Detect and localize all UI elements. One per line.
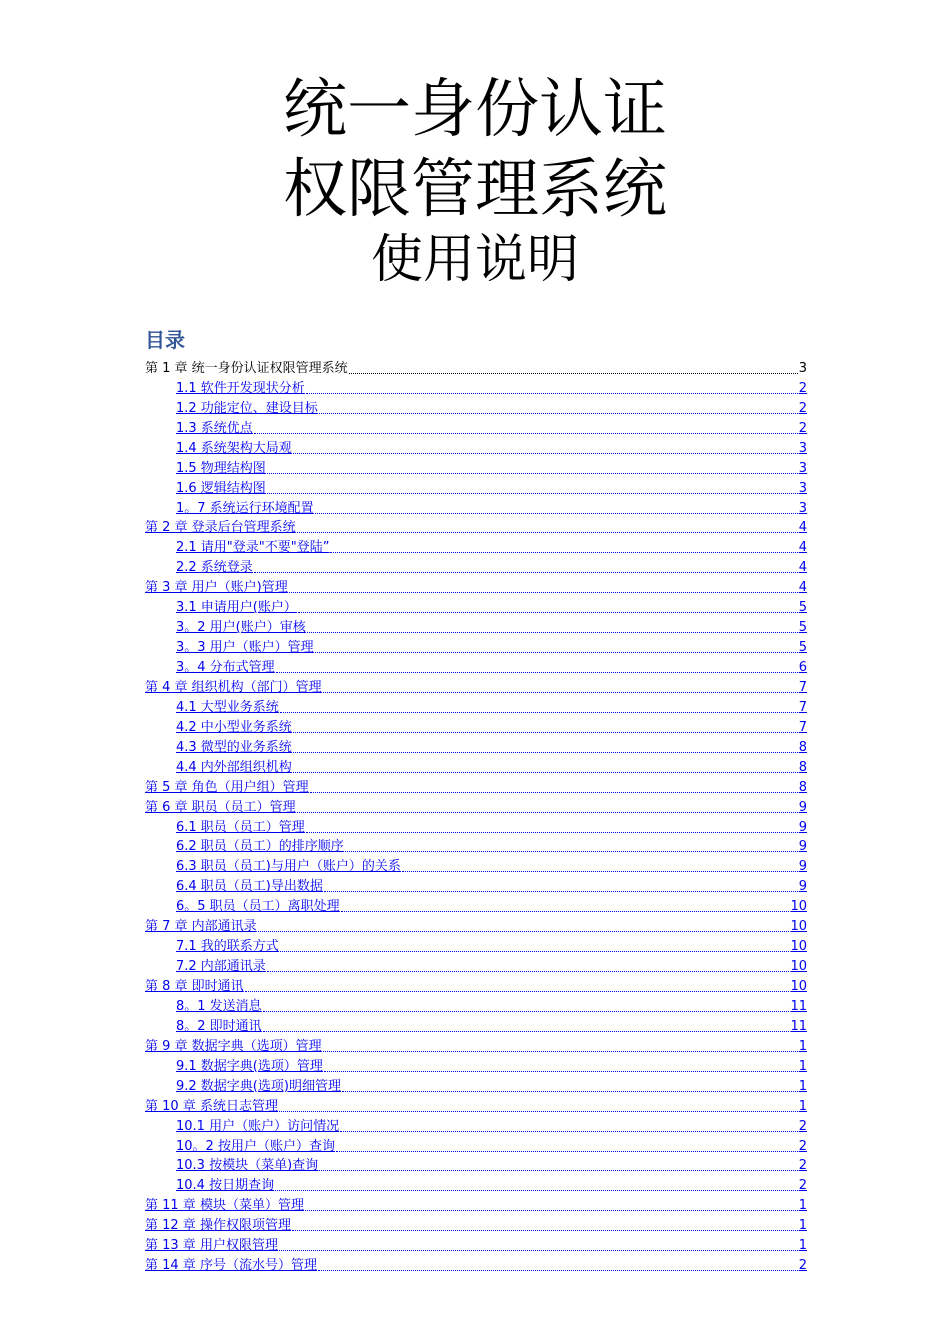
toc-entry[interactable] <box>145 477 807 497</box>
toc-entry-page-number: 5 <box>798 620 807 636</box>
toc-dot-leader <box>263 1031 790 1032</box>
toc-entry-page-number: 2 <box>798 1178 807 1194</box>
toc-entry-label: 10.4 按日期查询 <box>176 1178 275 1194</box>
toc-entry-label: 6。5 职员（员工）离职处理 <box>176 899 340 915</box>
toc-entry[interactable] <box>145 576 807 596</box>
toc-dot-leader <box>275 1190 798 1191</box>
toc-entry-label: 10.1 用户（账户）访问情况 <box>176 1118 340 1134</box>
toc-dot-leader <box>279 1250 798 1251</box>
toc-entry-page-number: 4 <box>798 580 807 596</box>
toc-entry-page-number: 2 <box>798 1118 807 1134</box>
toc-dot-leader <box>310 792 798 793</box>
toc-entry-page-number: 10 <box>790 979 807 994</box>
toc-entry[interactable] <box>145 457 807 477</box>
toc-dot-leader <box>306 832 798 833</box>
toc-entry-page-number: 7 <box>798 699 807 715</box>
toc-entry <box>145 357 807 377</box>
title-line-3: 使用说明 <box>370 230 579 290</box>
toc-entry[interactable] <box>145 1214 807 1234</box>
toc-entry-page-number: 2 <box>798 1158 807 1174</box>
toc-entry-label: 4.3 微型的业务系统 <box>176 739 292 755</box>
toc-entry[interactable] <box>145 855 807 875</box>
toc-entry-page-number: 1 <box>798 1078 807 1094</box>
toc-entry[interactable] <box>145 417 807 437</box>
toc-entry-page-number: 2 <box>798 1258 807 1274</box>
toc-entry-page-number: 3 <box>798 500 807 516</box>
toc-dot-leader <box>293 453 798 454</box>
toc-entry-label: 第 11 章 模块（菜单）管理 <box>145 1198 304 1214</box>
toc-entry-label: 1.1 软件开发现状分析 <box>176 380 305 396</box>
toc-entry-label: 3。4 分布式管理 <box>176 660 275 675</box>
title-line-1: 统一身份认证 <box>283 73 667 147</box>
toc-dot-leader <box>293 732 798 733</box>
toc-entry[interactable] <box>145 397 807 417</box>
toc-dot-leader <box>318 1270 798 1271</box>
toc-entry[interactable] <box>145 536 807 556</box>
toc-entry-page-number: 2 <box>798 380 807 396</box>
toc-entry-label: 9.2 数据字典(选项)明细管理 <box>176 1078 341 1094</box>
toc-entry[interactable] <box>145 1015 807 1035</box>
toc-entry[interactable] <box>145 556 807 576</box>
toc-dot-leader <box>276 672 798 673</box>
toc-entry[interactable] <box>145 756 807 776</box>
toc-entry[interactable] <box>145 716 807 736</box>
toc-dot-leader <box>402 871 798 872</box>
toc-entry-page-number: 1 <box>798 1098 807 1114</box>
toc-entry-page-number: 3 <box>798 480 807 496</box>
toc-dot-leader <box>336 1151 798 1152</box>
toc-entry-page-number: 9 <box>798 839 807 855</box>
toc-entry[interactable] <box>145 816 807 836</box>
toc-entry-page-number: 9 <box>798 859 807 875</box>
toc-dot-leader <box>254 433 798 434</box>
toc-entry-label: 第 9 章 数据字典（选项）管理 <box>145 1038 322 1054</box>
toc-dot-leader <box>267 493 798 494</box>
toc-entry[interactable] <box>145 1254 807 1274</box>
toc-dot-leader <box>297 532 798 533</box>
toc-entry-label: 1.2 功能定位、建设目标 <box>176 400 318 416</box>
toc-entry-page-number: 9 <box>798 879 807 895</box>
toc-dot-leader <box>305 1210 798 1211</box>
toc-dot-leader <box>292 1230 798 1231</box>
toc-entry[interactable] <box>145 517 807 537</box>
toc-entry-label: 1.3 系统优点 <box>176 420 253 436</box>
toc-entry[interactable] <box>145 836 807 856</box>
toc-entry[interactable] <box>145 1035 807 1055</box>
toc-entry-label: 1.5 物理结构图 <box>176 460 266 476</box>
toc-entry-page-number: 1 <box>798 1058 807 1074</box>
toc-entry-page-number: 7 <box>798 719 807 735</box>
toc-dot-leader <box>293 752 798 753</box>
table-of-contents <box>145 357 807 1274</box>
toc-entry[interactable] <box>145 1055 807 1075</box>
toc-entry-label: 第 12 章 操作权限项管理 <box>145 1218 291 1234</box>
toc-dot-leader <box>323 1051 798 1052</box>
toc-entry[interactable] <box>145 596 807 616</box>
toc-entry-label: 第 2 章 登录后台管理系统 <box>145 520 296 536</box>
toc-entry[interactable] <box>145 636 807 656</box>
toc-entry-page-number: 8 <box>798 759 807 775</box>
toc-entry[interactable] <box>145 497 807 517</box>
toc-dot-leader <box>323 692 798 693</box>
toc-entry-label: 第 10 章 系统日志管理 <box>145 1098 278 1114</box>
toc-entry-label: 10。2 按用户（账户）查询 <box>176 1138 335 1154</box>
toc-entry-label: 3。3 用户（账户）管理 <box>176 640 314 656</box>
toc-entry[interactable] <box>145 955 807 975</box>
toc-entry[interactable] <box>145 895 807 915</box>
toc-entry[interactable] <box>145 616 807 636</box>
toc-entry-label: 6.4 职员（员工)导出数据 <box>176 879 323 895</box>
toc-dot-leader <box>315 652 798 653</box>
toc-entry[interactable] <box>145 1095 807 1115</box>
toc-dot-leader <box>279 1111 798 1112</box>
toc-entry[interactable] <box>145 875 807 895</box>
document-title <box>0 73 950 294</box>
toc-dot-leader <box>263 1011 790 1012</box>
toc-entry-label: 第 3 章 用户（账户)管理 <box>145 580 288 596</box>
toc-entry-label: 2.2 系统登录 <box>176 560 253 576</box>
toc-entry[interactable] <box>145 1234 807 1254</box>
toc-entry-label: 1.6 逻辑结构图 <box>176 480 266 496</box>
toc-entry-label: 4.4 内外部组织机构 <box>176 759 292 775</box>
toc-entry-label: 7.1 我的联系方式 <box>176 939 279 955</box>
toc-entry-page-number: 2 <box>798 1138 807 1154</box>
toc-entry-page-number: 2 <box>798 420 807 436</box>
toc-entry-page-number: 3 <box>798 360 807 376</box>
toc-entry[interactable] <box>145 1135 807 1155</box>
toc-dot-leader <box>267 473 798 474</box>
toc-entry[interactable] <box>145 1075 807 1095</box>
toc-entry-label: 第 7 章 内部通讯录 <box>145 919 257 935</box>
toc-entry[interactable] <box>145 377 807 397</box>
toc-entry-page-number: 1 <box>798 1218 807 1234</box>
toc-dot-leader <box>349 373 798 374</box>
toc-entry-label: 1.4 系统架构大局观 <box>176 440 292 456</box>
toc-entry-page-number: 1 <box>798 1198 807 1214</box>
toc-entry-page-number: 2 <box>798 400 807 416</box>
toc-entry[interactable] <box>145 696 807 716</box>
toc-entry-page-number: 10 <box>790 939 807 955</box>
toc-entry-page-number: 4 <box>798 560 807 576</box>
toc-entry-label: 4.2 中小型业务系统 <box>176 719 292 735</box>
toc-entry-page-number: 10 <box>790 899 807 915</box>
toc-dot-leader <box>245 991 790 992</box>
toc-entry-label: 8。1 发送消息 <box>176 998 262 1014</box>
toc-entry-label: 2.1 请用"登录"不要"登陆” <box>176 540 330 556</box>
title-line-2: 权限管理系统 <box>283 153 667 227</box>
toc-dot-leader <box>267 971 790 972</box>
toc-entry-page-number: 11 <box>790 1018 807 1034</box>
toc-dot-leader <box>297 812 798 813</box>
toc-dot-leader <box>340 1131 798 1132</box>
toc-entry-label: 7.2 内部通讯录 <box>176 959 266 975</box>
toc-dot-leader <box>306 393 798 394</box>
toc-dot-leader <box>342 1091 798 1092</box>
toc-entry-page-number: 5 <box>798 600 807 616</box>
toc-entry[interactable] <box>145 915 807 935</box>
toc-dot-leader <box>289 592 798 593</box>
toc-entry-label: 第 13 章 用户权限管理 <box>145 1238 278 1254</box>
toc-dot-leader <box>254 572 798 573</box>
toc-dot-leader <box>298 612 798 613</box>
toc-entry-page-number: 3 <box>798 440 807 456</box>
toc-entry-page-number: 1 <box>798 1238 807 1254</box>
toc-entry-label: 6.3 职员（员工)与用户（账户）的关系 <box>176 859 401 875</box>
toc-entry[interactable] <box>145 995 807 1015</box>
toc-entry[interactable] <box>145 656 807 676</box>
toc-entry-page-number: 10 <box>790 919 807 935</box>
toc-entry-page-number: 8 <box>798 739 807 755</box>
toc-dot-leader <box>319 1170 798 1171</box>
toc-entry-label: 第 4 章 组织机构（部门）管理 <box>145 679 322 695</box>
toc-dot-leader <box>345 851 798 852</box>
toc-entry-label: 第 8 章 即时通讯 <box>145 979 244 994</box>
toc-entry-page-number: 11 <box>790 998 807 1014</box>
toc-entry-label: 1。7 系统运行环境配置 <box>176 500 314 516</box>
toc-entry-page-number: 10 <box>790 959 807 975</box>
toc-entry-label: 第 5 章 角色（用户组）管理 <box>145 779 309 795</box>
toc-dot-leader <box>330 552 797 553</box>
toc-entry-label: 8。2 即时通讯 <box>176 1018 262 1034</box>
toc-entry[interactable] <box>145 1155 807 1175</box>
toc-entry-label: 6.2 职员（员工）的排序顺序 <box>176 839 344 855</box>
toc-dot-leader <box>307 632 798 633</box>
toc-entry-label: 4.1 大型业务系统 <box>176 699 279 715</box>
toc-entry-label: 第 14 章 序号（流水号）管理 <box>145 1258 317 1274</box>
toc-entry-page-number: 8 <box>798 779 807 795</box>
toc-entry-page-number: 1 <box>798 1038 807 1054</box>
toc-entry-page-number: 5 <box>798 640 807 656</box>
toc-dot-leader <box>280 951 790 952</box>
toc-entry[interactable] <box>145 935 807 955</box>
toc-entry-label: 3.1 申请用户(账户） <box>176 600 297 616</box>
toc-entry[interactable] <box>145 1194 807 1214</box>
toc-entry-page-number: 4 <box>798 540 807 556</box>
toc-dot-leader <box>315 513 798 514</box>
toc-entry-page-number: 9 <box>798 819 807 835</box>
toc-entry-label: 3。2 用户(账户）审核 <box>176 620 306 636</box>
toc-entry-page-number: 4 <box>798 520 807 536</box>
toc-entry-label: 第 6 章 职员（员工）管理 <box>145 799 296 815</box>
toc-entry-page-number: 6 <box>798 660 807 675</box>
toc-entry[interactable] <box>145 736 807 756</box>
toc-dot-leader <box>293 772 798 773</box>
toc-entry-page-number: 9 <box>798 799 807 815</box>
toc-dot-leader <box>341 911 790 912</box>
toc-entry[interactable] <box>145 1115 807 1135</box>
toc-dot-leader <box>324 1071 798 1072</box>
toc-entry-label: 6.1 职员（员工）管理 <box>176 819 305 835</box>
toc-entry[interactable] <box>145 437 807 457</box>
toc-entry[interactable] <box>145 776 807 796</box>
toc-entry-page-number: 3 <box>798 460 807 476</box>
toc-entry-label: 第 1 章 统一身份认证权限管理系统 <box>145 360 348 376</box>
toc-entry[interactable] <box>145 1174 807 1194</box>
toc-entry-label: 10.3 按模块（菜单)查询 <box>176 1158 319 1174</box>
toc-dot-leader <box>324 891 798 892</box>
toc-entry-page-number: 7 <box>798 679 807 695</box>
toc-heading: 目录 <box>145 328 185 352</box>
toc-entry[interactable] <box>145 975 807 995</box>
toc-dot-leader <box>258 931 790 932</box>
toc-dot-leader <box>319 413 798 414</box>
toc-entry-label: 9.1 数据字典(选项）管理 <box>176 1058 323 1074</box>
toc-dot-leader <box>280 712 798 713</box>
toc-entry[interactable] <box>145 796 807 816</box>
toc-entry[interactable] <box>145 676 807 696</box>
